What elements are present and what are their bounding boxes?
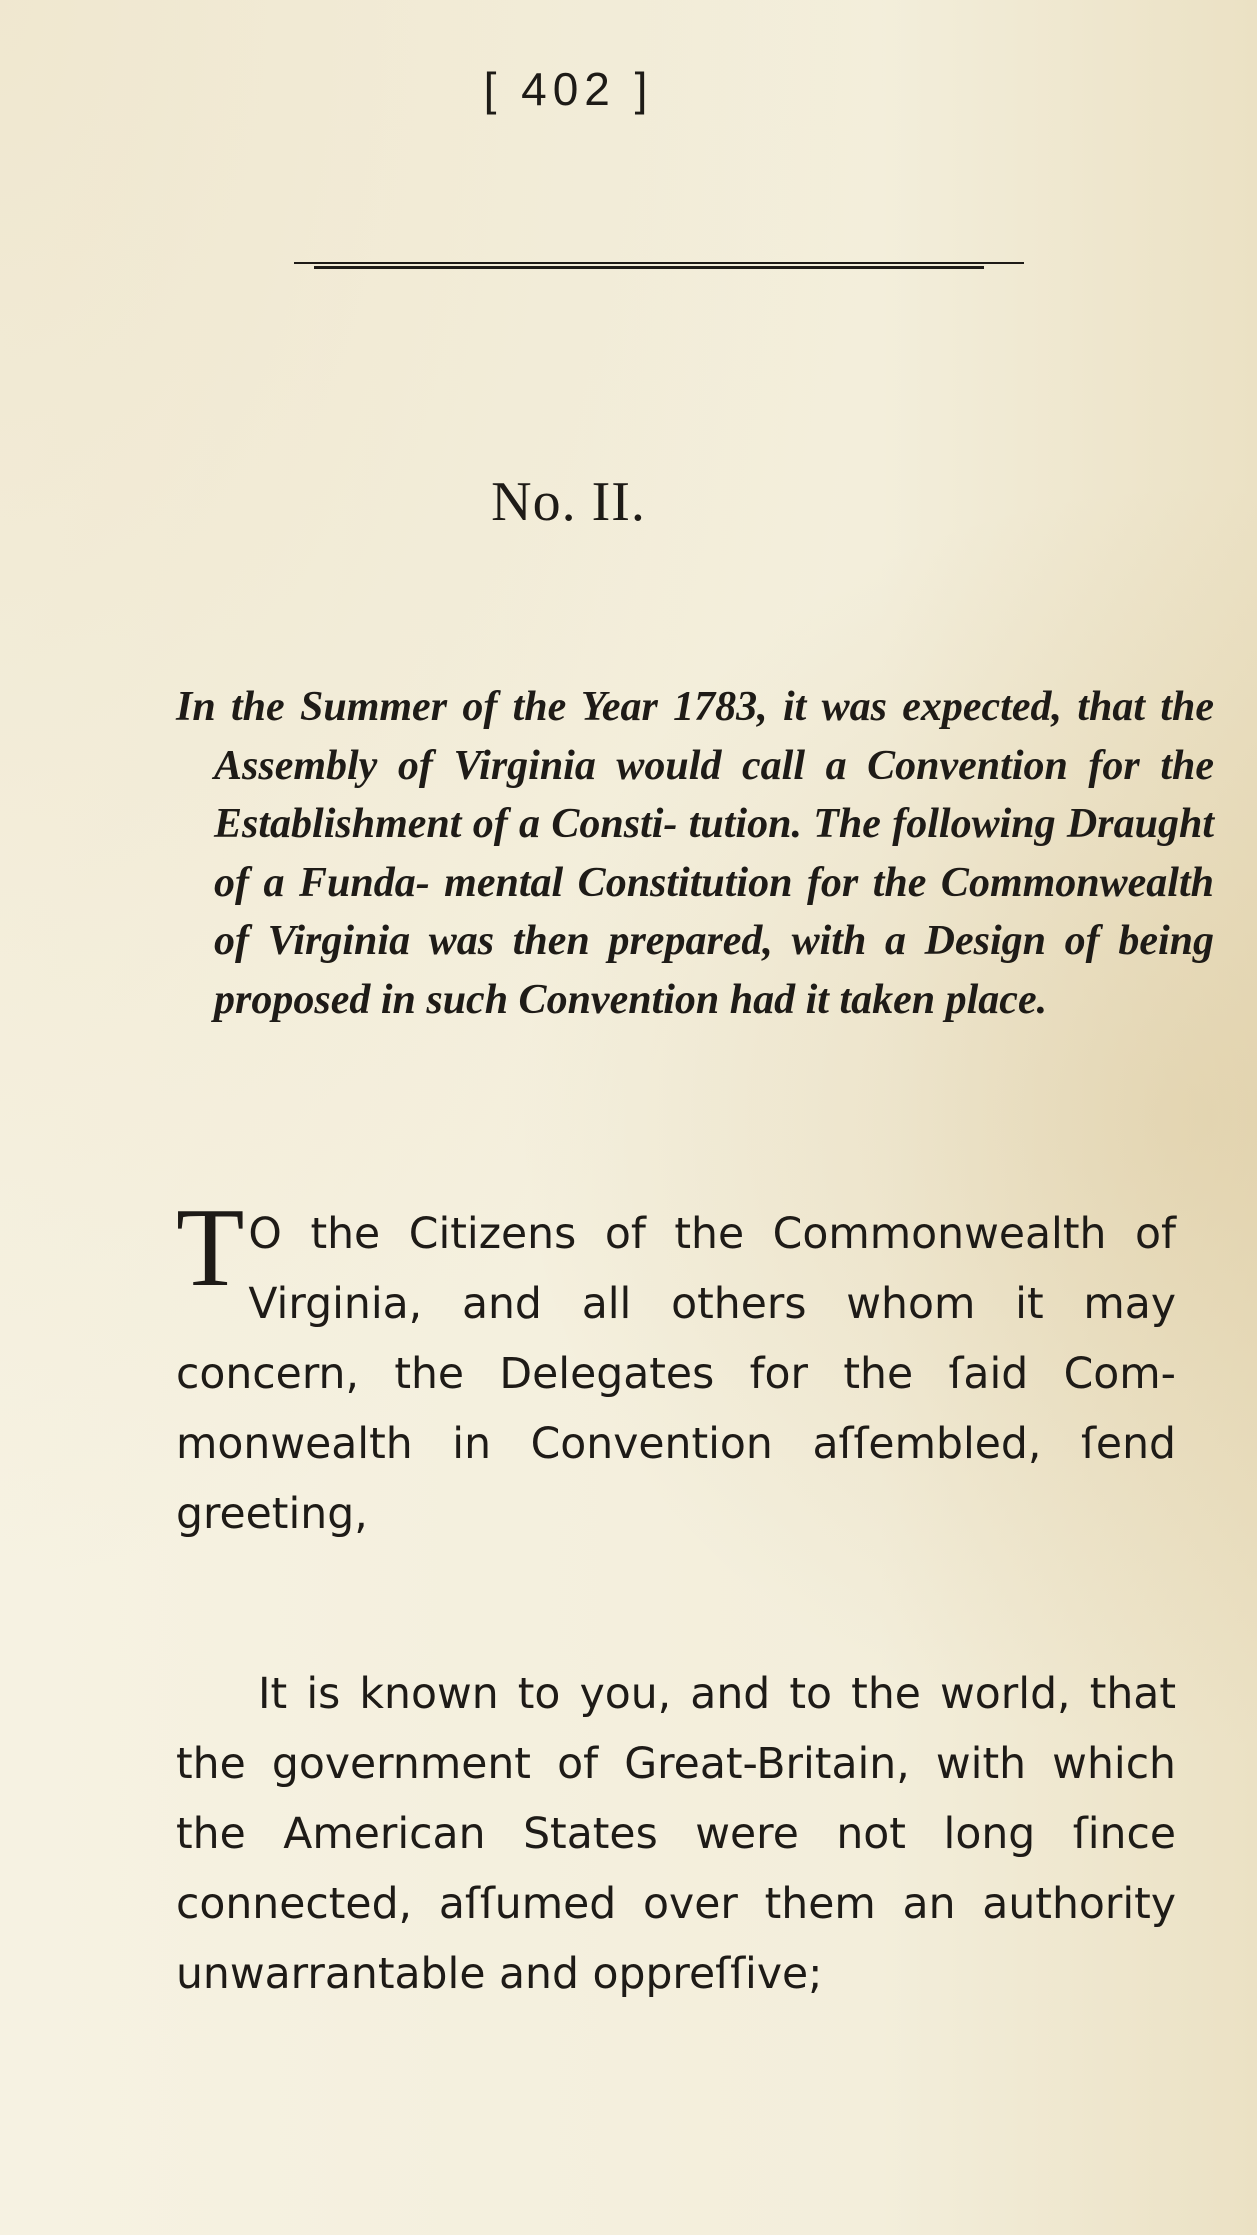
bleed-through-texture	[0, 140, 1257, 660]
header-rule	[294, 262, 1024, 268]
paragraph-1-text: O the Citizens of the Commonwealth of Virginia, and all others whom it may concern, the Delegates for the ſaid Com- monwealth in Convention aſſembled, ſend greeting,	[176, 1210, 1176, 1539]
section-title: No. II.	[491, 471, 646, 533]
intro-note	[176, 678, 1214, 1029]
page-number: [ 402 ]	[483, 63, 654, 115]
intro-note-text: In the Summer of the Year 1783, it was expected, that the Assembly of Virginia would call a Convention for the Establishment of a Consti- tution. The following Draught of a Funda- mental Constitution for the Commonwealth of Virginia was then prepared, with a Design of being proposed in such Convention had it taken place.	[176, 684, 1214, 1023]
paragraph-1	[176, 1186, 1176, 1550]
paragraph-2: It is known to you, and to the world, that the government of Great-Britain, with which the American States were not long ſince connected, aſſumed over them an authority unwarrantable and oppreſſive;	[176, 1670, 1176, 1999]
drop-cap: T	[176, 1186, 245, 1310]
